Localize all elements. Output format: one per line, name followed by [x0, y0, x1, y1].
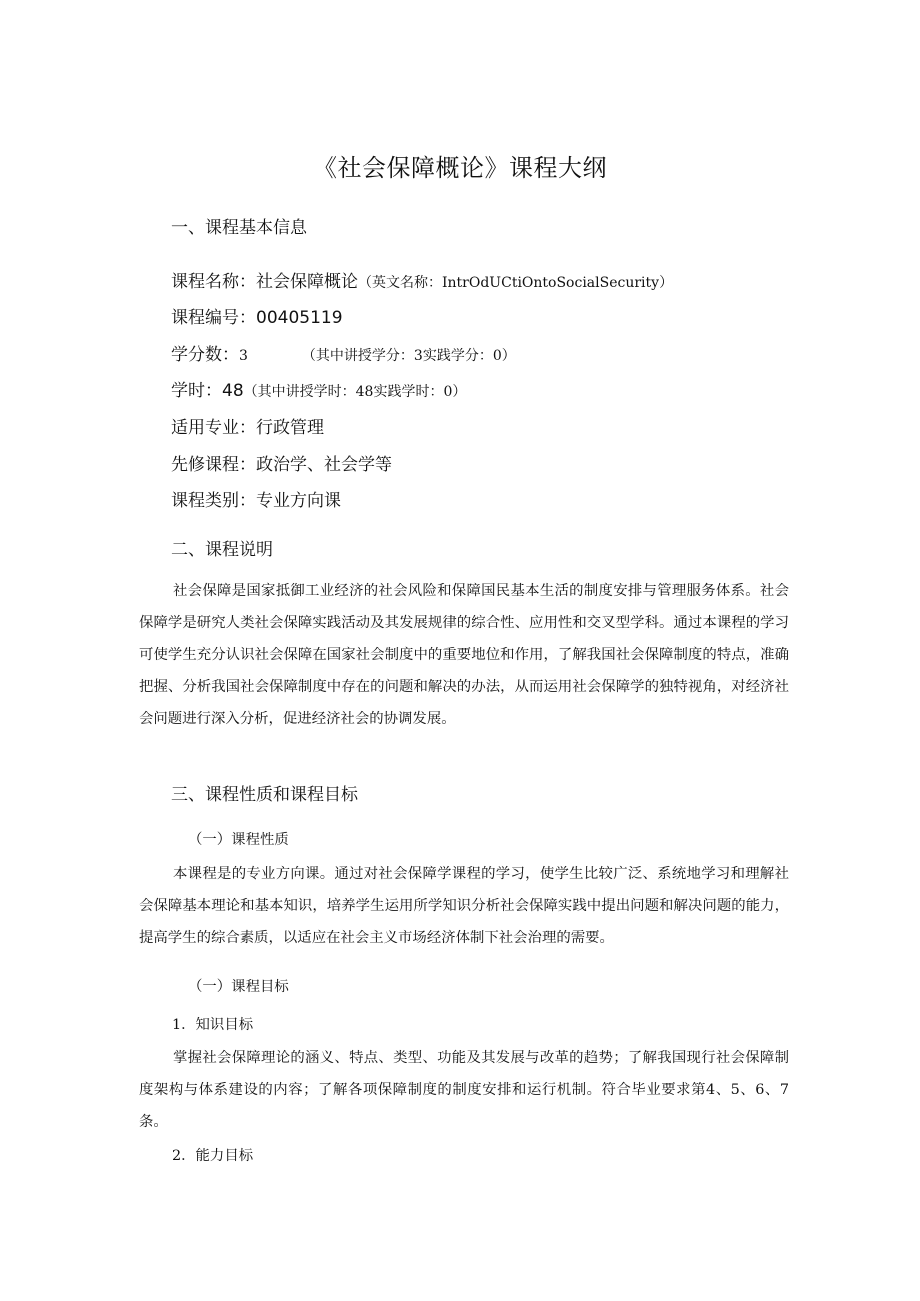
category-line — [171, 486, 341, 511]
section-heading-nature-goals: 三、课程性质和课程目标 — [171, 785, 358, 805]
section-heading-description: 二、课程说明 — [171, 540, 273, 560]
section-heading-basic-info: 一、课程基本信息 — [171, 218, 307, 238]
course-name-line — [171, 267, 673, 292]
course-name-label: 课程名称： — [171, 272, 256, 292]
knowledge-goal-heading: 1．知识目标 — [172, 1017, 254, 1033]
major-label: 适用专业： — [171, 418, 256, 438]
hours-value: 48 — [222, 381, 244, 401]
hours-label: 学时： — [171, 381, 222, 401]
major-line — [171, 413, 324, 438]
document-title: 《社会保障概论》课程大纲 — [313, 154, 607, 182]
prereq-label: 先修课程： — [171, 455, 256, 475]
course-name-value: 社会保障概论 — [256, 272, 358, 292]
course-code-value: 00405119 — [256, 308, 343, 328]
credits-value: 3 — [239, 348, 248, 364]
hours-line — [171, 376, 466, 401]
course-code-label: 课程编号： — [171, 308, 256, 328]
category-value: 专业方向课 — [256, 491, 341, 511]
knowledge-paragraph: 掌握社会保障理论的涵义、特点、类型、功能及其发展与改革的趋势；了解我国现行社会保障制度架构与体系建设的内容；了解各项保障制度的制度安排和运行机制。符合毕业要求第4、5、6、7条。 — [139, 1050, 789, 1130]
credits-detail: （其中讲授学分：3实践学分：0） — [301, 348, 516, 364]
prereq-value: 政治学、社会学等 — [256, 455, 392, 475]
nature-paragraph: 本课程是的专业方向课。通过对社会保障学课程的学习，使学生比较广泛、系统地学习和理解社会保障基本理论和基本知识，培养学生运用所学知识分析社会保障实践中提出问题和解决问题的能力，提高学生的综合素质，以适应在社会主义市场经济体制下社会治理的需要。 — [139, 866, 789, 946]
subheading-course-nature: （一）课程性质 — [188, 832, 289, 848]
hours-detail: （其中讲授学时：48实践学时：0） — [243, 384, 467, 400]
category-label: 课程类别： — [171, 491, 256, 511]
major-value: 行政管理 — [256, 418, 324, 438]
prereq-line — [171, 450, 392, 475]
ability-goal-heading: 2．能力目标 — [172, 1148, 254, 1164]
course-name-english: （英文名称：IntrOdUCtiOntoSocialSecurity） — [358, 275, 674, 291]
credits-label: 学分数： — [171, 345, 239, 365]
subheading-course-goals: （一）课程目标 — [188, 979, 289, 995]
course-code-line — [171, 303, 343, 328]
description-paragraph: 社会保障是国家抵御工业经济的社会风险和保障国民基本生活的制度安排与管理服务体系。社会保障学是研究人类社会保障实践活动及其发展规律的综合性、应用性和交叉型学科。通过本课程的学习可使学生充分认识社会保障在国家社会制度中的重要地位和作用，了解我国社会保障制度的特点，准确把握、分析我国社会保障制度中存在的问题和解决的办法，从而运用社会保障学的独特视角，对经济社会问题进行深入分析，促进经济社会的协调发展。 — [139, 583, 789, 727]
credits-line — [171, 340, 516, 365]
